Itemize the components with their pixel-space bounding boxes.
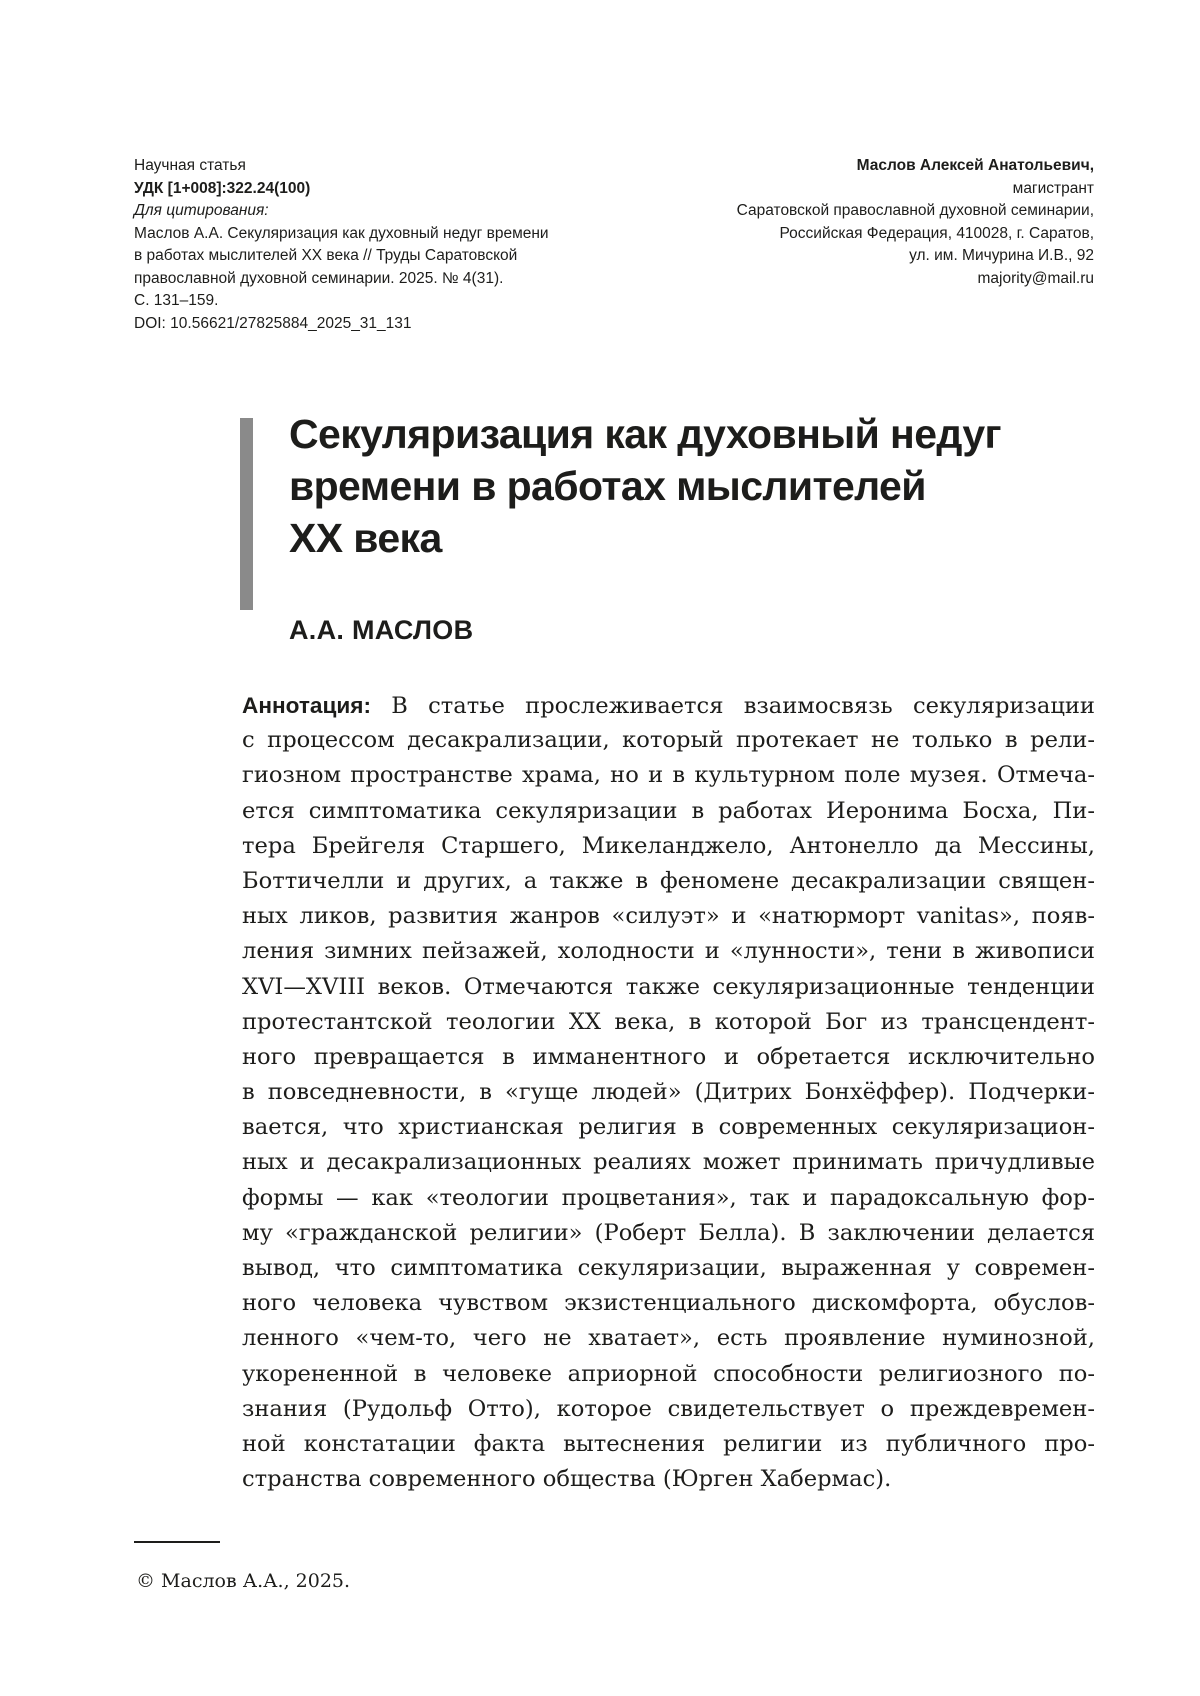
abstract-line: в повседневности, в «гуще людей» (Дитрих Бонхёффер). Подчерки-	[242, 1079, 1095, 1106]
author-byline: А.А. МАСЛОВ	[289, 615, 474, 645]
doi: DOI: 10.56621/27825884_2025_31_131	[134, 314, 412, 332]
abstract-line: ных ликов, развития жанров «силуэт» и «натюрморт vanitas», появ-	[242, 903, 1095, 930]
abstract-line: с процессом десакрализации, который протекает не только в рели-	[242, 727, 1095, 754]
abstract-line: ления зимних пейзажей, холодности и «лунности», тени в живописи	[242, 938, 1095, 965]
abstract-label: Аннотация:	[242, 693, 371, 718]
abstract-line: странства современного общества (Юрген Хабермас).	[242, 1466, 892, 1493]
citation-line: Маслов А.А. Секуляризация как духовный недуг времени	[134, 224, 549, 242]
abstract-line: вается, что христианская религия в современных секуляризацион-	[242, 1114, 1095, 1141]
abstract-line: знания (Рудольф Отто), которое свидетельствует о преждевремен-	[242, 1395, 1095, 1422]
article-metadata	[134, 155, 604, 335]
author-name: Маслов Алексей Анатольевич,	[856, 157, 1094, 174]
footnote-divider	[134, 1541, 220, 1543]
title-accent-bar	[240, 418, 253, 610]
citation-line: С. 131–159.	[134, 292, 219, 309]
citation-label: Для цитирования:	[134, 202, 269, 219]
citation-line: православной духовной семинарии. 2025. № 4(31).	[134, 269, 504, 287]
abstract-text: В статье прослеживается взаимосвязь секуляризации	[370, 693, 1095, 719]
citation-line: в работах мыслителей XX века // Труды Саратовской	[134, 247, 518, 264]
abstract-line: ных и десакрализационных реалиях может принимать причудливые	[242, 1149, 1095, 1176]
title-line: XX века	[289, 515, 442, 561]
title-line: Секуляризация как духовный недуг	[289, 411, 1002, 457]
abstract	[242, 688, 1095, 1497]
abstract-line: ного человека чувством экзистенциального дискомфорта, обуслов-	[242, 1290, 1095, 1317]
title-line: времени в работах мыслителей	[289, 463, 926, 509]
abstract-line: XVI—XVIII веков. Отмечаются также секуляризационные тенденции	[242, 973, 1095, 1000]
abstract-line	[242, 688, 1095, 723]
abstract-line: укорененной в человеке априорной способности религиозного по-	[242, 1360, 1095, 1387]
abstract-line: тера Брейгеля Старшего, Микеланджело, Антонелло да Мессины,	[242, 832, 1095, 859]
article-title	[289, 408, 1109, 564]
author-position: магистрант	[1012, 179, 1094, 197]
abstract-line: протестантской теологии XX века, в которой Бог из трансцендент-	[242, 1008, 1095, 1035]
udk-code: УДК [1+008]:322.24(100)	[134, 179, 311, 197]
author-address-line: ул. им. Мичурина И.В., 92	[909, 247, 1094, 264]
abstract-line: Боттичелли и других, а также в феномене десакрализации священ-	[242, 867, 1095, 894]
author-affiliation: Саратовской православной духовной семинарии,	[736, 202, 1094, 219]
abstract-line: гиозном пространстве храма, но и в культурном поле музея. Отмеча-	[242, 762, 1095, 789]
abstract-line: му «гражданской религии» (Роберт Белла). В заключении делается	[242, 1219, 1095, 1246]
author-email: majority@mail.ru	[977, 269, 1094, 287]
abstract-line: ной констатации факта вытеснения религии из публичного про-	[242, 1430, 1095, 1457]
author-info	[574, 155, 1094, 290]
abstract-line: ется симптоматика секуляризации в работах Иеронима Босха, Пи-	[242, 797, 1095, 824]
abstract-line: вывод, что симптоматика секуляризации, выраженная у современ-	[242, 1255, 1095, 1281]
abstract-line: формы — как «теологии процветания», так и парадоксальную фор-	[242, 1184, 1095, 1211]
author-address-line: Российская Федерация, 410028, г. Саратов,	[779, 224, 1094, 242]
abstract-line: ленного «чем-то, чего не хватает», есть проявление нуминозной,	[242, 1325, 1095, 1352]
copyright-notice: © Маслов А.А., 2025.	[136, 1570, 351, 1592]
article-type: Научная статья	[134, 157, 246, 174]
abstract-line: ного превращается в имманентного и обретается исключительно	[242, 1043, 1095, 1070]
